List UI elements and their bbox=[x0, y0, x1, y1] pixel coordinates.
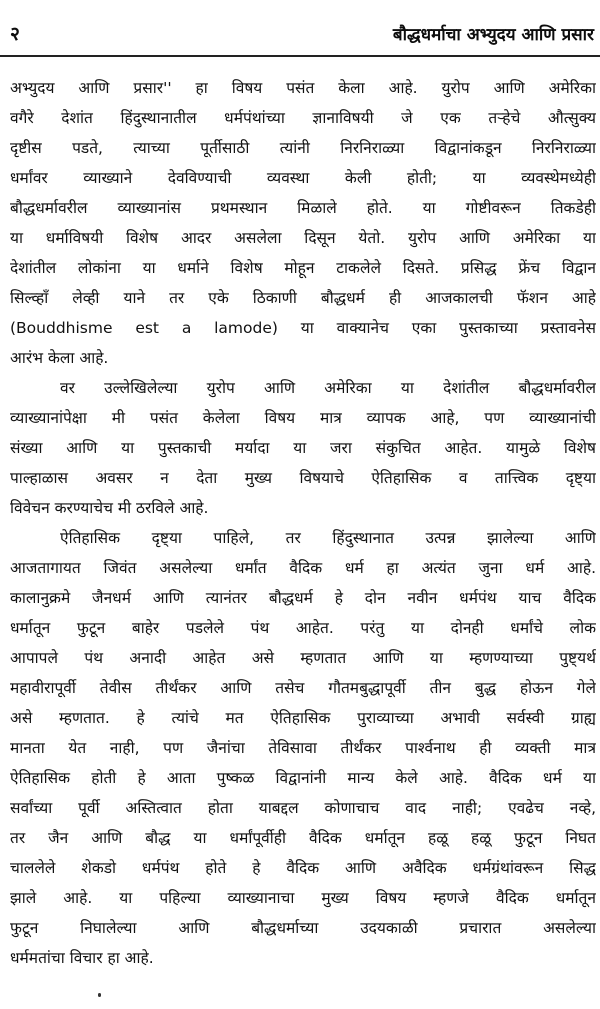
text-line: झाले आहे. या पहिल्या व्याख्यानाचा मुख्य विषय म्हणजे वैदिक धर्मातून bbox=[10, 889, 596, 907]
running-title: बौद्धधर्माचा अभ्युदय आणि प्रसार bbox=[392, 25, 594, 45]
text-line: ऐतिहासिक दृष्ट्या पाहिले, तर हिंदुस्थानात उत्पन्न झालेल्या आणि bbox=[60, 529, 596, 547]
text-line: अभ्युदय आणि प्रसार'' हा विषय पसंत केला आहे. युरोप आणि अमेरिका bbox=[10, 79, 596, 97]
text-line: आपापले पंथ अनादी आहेत असे म्हणतात आणि या म्हणण्याच्या पुष्ट्यर्थ bbox=[10, 649, 596, 667]
text-line: संख्या आणि या पुस्तकाची मर्यादा या जरा संकुचित आहेत. यामुळे विशेष bbox=[10, 439, 596, 457]
text-line: आरंभ केला आहे. bbox=[10, 349, 109, 367]
text-line: वर उल्लेखिलेल्या युरोप आणि अमेरिका या देशांतील बौद्धधर्मावरील bbox=[60, 379, 596, 397]
text-line: कालानुक्रमे जैनधर्म आणि त्यानंतर बौद्धधर्म हे दोन नवीन धर्मपंथ याच वैदिक bbox=[10, 589, 596, 607]
text-line: मानता येत नाही, पण जैनांचा तेविसावा तीर्थंकर पार्श्वनाथ ही व्यक्ती मात्र bbox=[10, 739, 596, 757]
text-line: वगैरे देशांत हिंदुस्थानातील धर्मपंथांच्या ज्ञानाविषयी जे एक तऱ्हेचे औत्सुक्य bbox=[10, 109, 596, 127]
text-line: या धर्माविषयी विशेष आदर असलेला दिसून येतो. युरोप आणि अमेरिका या bbox=[10, 229, 596, 247]
text-line: सिल्व्हाँ लेव्ही याने तर एके ठिकाणी बौद्धधर्म ही आजकालची फॅशन आहे bbox=[10, 289, 596, 307]
text-line: चाललेले शेकडो धर्मपंथ होते हे वैदिक आणि अवैदिक धर्मग्रंथांवरून सिद्ध bbox=[10, 859, 596, 877]
print-speck bbox=[98, 993, 101, 997]
paragraph bbox=[10, 523, 596, 973]
text-line: व्याख्यानांपेक्षा मी पसंत केलेला विषय मात्र व्यापक आहे, पण व्याख्यानांची bbox=[10, 409, 596, 427]
paragraph bbox=[10, 73, 596, 373]
text-line: महावीरापूर्वी तेवीस तीर्थंकर आणि तसेच गौतमबुद्धापूर्वी तीन बुद्ध होऊन गेले bbox=[10, 679, 596, 697]
text-line: धर्मातून फुटून बाहेर पडलेले पंथ आहेत. परंतु या दोनही धर्मांचे लोक bbox=[10, 619, 596, 637]
text-line: बौद्धधर्मावरील व्याख्यानांस प्रथमस्थान मिळाले होते. या गोष्टीवरून तिकडेही bbox=[10, 199, 596, 217]
text-line: असे म्हणतात. हे त्यांचे मत ऐतिहासिक पुराव्याच्या अभावी सर्वस्वी ग्राह्य bbox=[10, 709, 596, 727]
text-line: ऐतिहासिक होती हे आता पुष्कळ विद्वानांनी मान्य केले आहे. वैदिक धर्म या bbox=[10, 769, 596, 787]
text-line: आजतागायत जिवंत असलेल्या धर्मांत वैदिक धर्म हा अत्यंत जुना धर्म आहे. bbox=[10, 559, 596, 577]
text-line: विवेचन करण्याचेच मी ठरविले आहे. bbox=[10, 499, 209, 517]
body-text bbox=[10, 73, 596, 973]
text-line: दृष्टीस पडते, त्याच्या पूर्तीसाठी त्यांनी निरनिराळ्या विद्वानांकडून निरनिराळ्या bbox=[10, 139, 596, 157]
page-number: २ bbox=[10, 23, 20, 45]
header-rule bbox=[0, 55, 600, 57]
text-line: (Bouddhisme est a lamode) या वाक्यानेच एका पुस्तकाच्या प्रस्तावनेस bbox=[10, 319, 596, 337]
text-line: सर्वांच्या पूर्वी अस्तित्वात होता याबद्दल कोणाचाच वाद नाही; एवढेच नव्हे, bbox=[10, 799, 596, 817]
text-line: तर जैन आणि बौद्ध या धर्मांपूर्वीही वैदिक धर्मातून हळू हळू फुटून निघत bbox=[10, 829, 596, 847]
text-line: देशांतील लोकांना या धर्माने विशेष मोहून टाकलेले दिसते. प्रसिद्ध फ्रेंच विद्वान bbox=[10, 259, 596, 277]
page-header bbox=[0, 8, 600, 48]
text-line: धर्मांवर व्याख्याने देवविण्याची व्यवस्था केली होती; या व्यवस्थेमध्येही bbox=[10, 169, 596, 187]
text-line: फुटून निघालेल्या आणि बौद्धधर्माच्या उदयकाळी प्रचारात असलेल्या bbox=[10, 919, 596, 937]
text-line: धर्ममतांचा विचार हा आहे. bbox=[10, 949, 154, 967]
text-line: पाल्हाळास अवसर न देता मुख्य विषयाचे ऐतिहासिक व तात्त्विक दृष्ट्या bbox=[10, 469, 596, 487]
paragraph bbox=[10, 373, 596, 523]
